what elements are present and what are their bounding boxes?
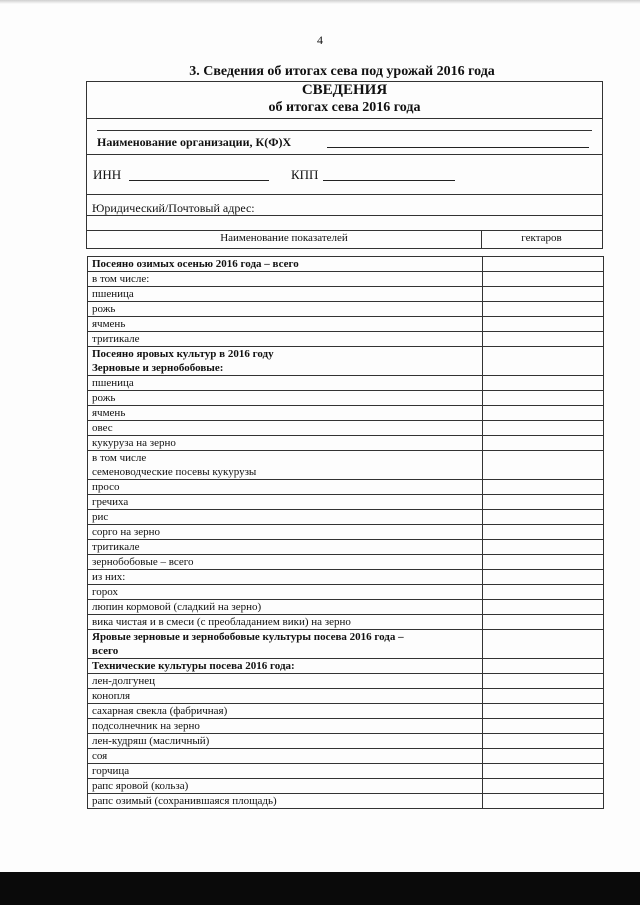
org-name-field[interactable] <box>327 147 589 148</box>
table-row <box>88 630 604 659</box>
row-label: Посеяно яровых культур в 2016 году Зерновые и зернобобовые: <box>88 347 483 376</box>
table-row <box>88 302 604 317</box>
row-label: лен-долгунец <box>88 674 483 689</box>
hectares-cell[interactable] <box>483 719 604 734</box>
hectares-cell[interactable] <box>483 347 604 376</box>
table-row <box>88 272 604 287</box>
table-row <box>88 659 604 674</box>
table-row <box>88 585 604 600</box>
inn-label: ИНН <box>93 167 122 182</box>
table-row <box>88 600 604 615</box>
hectares-cell[interactable] <box>483 674 604 689</box>
sowing-table <box>87 256 604 809</box>
hectares-cell[interactable] <box>483 555 604 570</box>
row-label: рапс озимый (сохранившаяся площадь) <box>88 794 483 809</box>
table-row <box>88 764 604 779</box>
row-label: соя <box>88 749 483 764</box>
row-label: зернобобовые – всего <box>88 555 483 570</box>
row-label: рапс яровой (кольза) <box>88 779 483 794</box>
hectares-cell[interactable] <box>483 421 604 436</box>
hectares-cell[interactable] <box>483 451 604 480</box>
row-label: ячмень <box>88 317 483 332</box>
row-label: в том числе: <box>88 272 483 287</box>
table-row <box>88 719 604 734</box>
table-row <box>88 391 604 406</box>
table-row <box>88 749 604 764</box>
hectares-cell[interactable] <box>483 495 604 510</box>
row-label: пшеница <box>88 287 483 302</box>
address-label: Юридический/Почтовый адрес: <box>92 201 255 215</box>
table-row <box>88 779 604 794</box>
hectares-cell[interactable] <box>483 585 604 600</box>
hectares-cell[interactable] <box>483 704 604 719</box>
row-label: люпин кормовой (сладкий на зерно) <box>88 600 483 615</box>
hectares-cell[interactable] <box>483 779 604 794</box>
row-label: конопля <box>88 689 483 704</box>
section-heading: 3. Сведения об итогах сева под урожай 2016 года <box>189 64 495 79</box>
table-row <box>88 525 604 540</box>
hectares-cell[interactable] <box>483 794 604 809</box>
table-row <box>88 570 604 585</box>
row-label: рожь <box>88 391 483 406</box>
row-label: горчица <box>88 764 483 779</box>
table-row <box>88 436 604 451</box>
address-field[interactable] <box>87 215 602 216</box>
table-row <box>88 689 604 704</box>
hectares-cell[interactable] <box>483 510 604 525</box>
table-row <box>88 480 604 495</box>
row-label: пшеница <box>88 376 483 391</box>
divider <box>97 130 592 131</box>
form-subtitle: об итогах сева 2016 года <box>268 100 421 115</box>
hectares-cell[interactable] <box>483 317 604 332</box>
hectares-cell[interactable] <box>483 332 604 347</box>
row-label: Посеяно озимых осенью 2016 года – всего <box>88 257 483 272</box>
hectares-cell[interactable] <box>483 302 604 317</box>
row-label: сорго на зерно <box>88 525 483 540</box>
hectares-cell[interactable] <box>483 734 604 749</box>
row-label: горох <box>88 585 483 600</box>
row-label: сахарная свекла (фабричная) <box>88 704 483 719</box>
scan-top-edge <box>0 0 640 4</box>
table-row <box>88 317 604 332</box>
form-title: СВЕДЕНИЯ <box>301 82 388 98</box>
hectares-cell[interactable] <box>483 287 604 302</box>
row-label: кукуруза на зерно <box>88 436 483 451</box>
hectares-cell[interactable] <box>483 391 604 406</box>
scan-bottom-edge <box>0 872 640 905</box>
table-row <box>88 540 604 555</box>
form-header-box <box>86 81 603 249</box>
row-label: из них: <box>88 570 483 585</box>
hectares-cell[interactable] <box>483 540 604 555</box>
hectares-cell[interactable] <box>483 659 604 674</box>
org-name-label: Наименование организации, К(Ф)Х <box>97 135 292 149</box>
table-row <box>88 347 604 376</box>
table-row <box>88 794 604 809</box>
hectares-cell[interactable] <box>483 272 604 287</box>
row-label: подсолнечник на зерно <box>88 719 483 734</box>
divider <box>87 154 602 155</box>
table-row <box>88 704 604 719</box>
row-label: овес <box>88 421 483 436</box>
hectares-cell[interactable] <box>483 257 604 272</box>
row-label: тритикале <box>88 332 483 347</box>
row-label: гречиха <box>88 495 483 510</box>
table-row <box>88 734 604 749</box>
divider <box>87 230 602 231</box>
hectares-cell[interactable] <box>483 689 604 704</box>
table-row <box>88 674 604 689</box>
kpp-label: КПП <box>291 167 319 182</box>
table-row <box>88 615 604 630</box>
divider <box>87 118 602 119</box>
table-row <box>88 406 604 421</box>
hectares-cell[interactable] <box>483 376 604 391</box>
row-label: в том числе семеноводческие посевы кукурузы <box>88 451 483 480</box>
table-row <box>88 287 604 302</box>
table-row <box>88 555 604 570</box>
table-row <box>88 421 604 436</box>
row-label: вика чистая и в смеси (с преобладанием вики) на зерно <box>88 615 483 630</box>
hectares-cell[interactable] <box>483 570 604 585</box>
table-row <box>88 451 604 480</box>
hectares-cell[interactable] <box>483 480 604 495</box>
inn-field[interactable] <box>129 180 269 181</box>
table-row <box>88 376 604 391</box>
hectares-cell[interactable] <box>483 630 604 659</box>
divider <box>87 194 602 195</box>
column-header-unit: гектаров <box>521 232 562 244</box>
row-label: просо <box>88 480 483 495</box>
table-row <box>88 495 604 510</box>
hectares-cell[interactable] <box>483 406 604 421</box>
hectares-cell[interactable] <box>483 764 604 779</box>
page-number: 4 <box>317 33 323 47</box>
row-label: ячмень <box>88 406 483 421</box>
row-label: Яровые зерновые и зернобобовые культуры посева 2016 года – всего <box>88 630 483 659</box>
hectares-cell[interactable] <box>483 749 604 764</box>
column-header-name: Наименование показателей <box>220 232 348 244</box>
row-label: рис <box>88 510 483 525</box>
row-label: рожь <box>88 302 483 317</box>
hectares-cell[interactable] <box>483 525 604 540</box>
hectares-cell[interactable] <box>483 600 604 615</box>
row-label: Технические культуры посева 2016 года: <box>88 659 483 674</box>
kpp-field[interactable] <box>323 180 455 181</box>
hectares-cell[interactable] <box>483 615 604 630</box>
table-row <box>88 510 604 525</box>
row-label: лен-кудряш (масличный) <box>88 734 483 749</box>
table-row <box>88 257 604 272</box>
table-row <box>88 332 604 347</box>
hectares-cell[interactable] <box>483 436 604 451</box>
row-label: тритикале <box>88 540 483 555</box>
